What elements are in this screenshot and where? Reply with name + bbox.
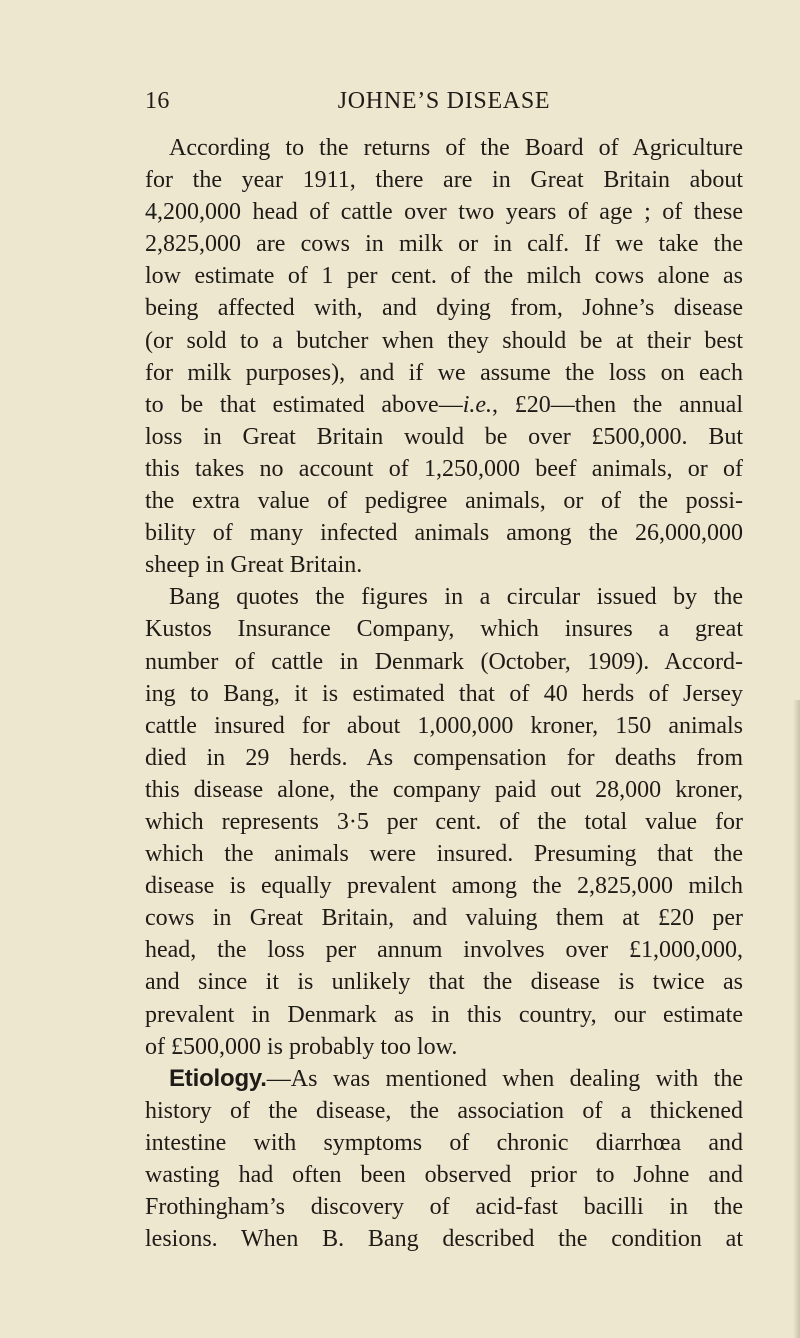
text-line: sheep in Great Britain. — [145, 552, 363, 579]
text-line: lesions. When B. Bang described the condition at — [145, 1226, 743, 1253]
text-line: prevalent in Denmark as in this country, our estimate — [145, 1001, 743, 1028]
text-line: of £500,000 is probably too low. — [145, 1033, 458, 1060]
text-line: history of the disease, the association of a thickened — [145, 1097, 743, 1124]
text-line: and since it is unlikely that the disease is twice as — [145, 969, 743, 996]
body-text — [145, 132, 743, 1255]
text-line: bility of many infected animals among the 26,000,000 — [145, 520, 743, 547]
page-number: 16 — [145, 88, 170, 114]
text-run: —As was mentioned when dealing with the — [266, 1065, 743, 1092]
text-line: ing to Bang, it is estimated that of 40 herds of Jersey — [145, 680, 743, 707]
text-line: Kustos Insurance Company, which insures a great — [145, 616, 743, 643]
text-line: low estimate of 1 per cent. of the milch cows alone as — [145, 263, 743, 290]
page-header — [145, 88, 743, 118]
paragraph-bang-circular — [145, 581, 743, 1062]
text-line: 4,200,000 head of cattle over two years of age ; of these — [145, 199, 743, 226]
text-line: cattle insured for about 1,000,000 kroner, 150 animals — [145, 712, 743, 739]
text-line: 2,825,000 are cows in milk or in calf. If we take the — [145, 231, 743, 258]
text-line: which the animals were insured. Presuming that the — [145, 841, 743, 868]
text-line: for the year 1911, there are in Great Britain about — [145, 167, 743, 194]
text-line: being affected with, and dying from, Johne’s disease — [145, 295, 743, 322]
text-line: According to the returns of the Board of Agriculture — [169, 135, 743, 161]
text-line: (or sold to a butcher when they should be at their best — [145, 327, 743, 354]
text-line: disease is equally prevalent among the 2,825,000 milch — [145, 873, 743, 900]
page-edge-shadow — [793, 700, 800, 1338]
paragraph-cattle-returns — [145, 132, 743, 581]
text-line: this takes no account of 1,250,000 beef animals, or of — [145, 455, 743, 482]
running-title: JOHNE’S DISEASE — [337, 88, 551, 114]
text-run: , £20—then the annual — [492, 391, 743, 418]
text-line: for milk purposes), and if we assume the loss on each — [145, 359, 743, 386]
text-line: cows in Great Britain, and valuing them at £20 per — [145, 905, 743, 932]
text-line — [145, 389, 743, 421]
text-line: number of cattle in Denmark (October, 1909). Accord- — [145, 648, 743, 675]
paragraph-etiology — [145, 1063, 743, 1256]
text-line: this disease alone, the company paid out 28,000 kroner, — [145, 776, 743, 803]
text-line: loss in Great Britain would be over £500,000. But — [145, 423, 743, 450]
text-line: Bang quotes the figures in a circular issued by the — [169, 584, 743, 611]
italic-abbreviation: i.e. — [462, 391, 493, 418]
text-line: the extra value of pedigree animals, or of the possi- — [145, 488, 743, 515]
text-line: Frothingham’s discovery of acid-fast bacilli in the — [145, 1194, 743, 1221]
text-line: died in 29 herds. As compensation for deaths from — [145, 744, 743, 771]
text-line — [145, 1063, 743, 1095]
text-line: which represents 3·5 per cent. of the total value for — [145, 808, 743, 835]
text-line: head, the loss per annum involves over £1,000,000, — [145, 937, 743, 964]
text-line: intestine with symptoms of chronic diarrhœa and — [145, 1129, 743, 1156]
section-heading-etiology: Etiology. — [169, 1064, 267, 1092]
text-run: to be that estimated above— — [145, 391, 463, 418]
text-line: wasting had often been observed prior to Johne and — [145, 1162, 743, 1188]
